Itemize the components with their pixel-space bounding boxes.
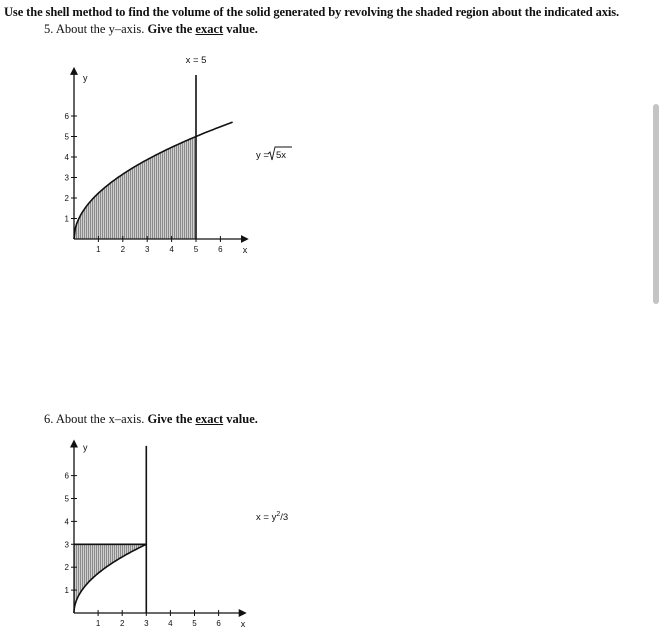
y-tick-label-4: 4 — [64, 153, 69, 162]
x-tick-label-5: 5 — [192, 619, 197, 628]
x-tick-label-5: 5 — [193, 245, 199, 254]
problem-number: 6. — [44, 412, 54, 426]
y-tick-label-3: 3 — [64, 540, 69, 550]
y-tick-label-1: 1 — [64, 214, 69, 224]
problem-text: About the y–axis. — [55, 22, 145, 36]
y-tick-label-5: 5 — [64, 494, 69, 504]
problem-number: 5. — [44, 22, 54, 36]
x-tick-label-2: 2 — [119, 619, 125, 628]
y-tick-label-2: 2 — [64, 194, 69, 203]
value-word: value. — [226, 22, 258, 36]
y-tick-label-3: 3 — [64, 173, 69, 183]
curve-label-exponent: 2 — [276, 511, 281, 518]
x-tick-label-2: 2 — [120, 245, 126, 254]
curve-label-radicand: 5x — [276, 150, 287, 161]
problem-text: About the x–axis. — [55, 412, 145, 426]
line-label: x = 5 — [185, 55, 207, 66]
y-axis-label: y — [83, 73, 88, 84]
curve-label-prefix: y = — [256, 150, 269, 161]
value-word: value. — [226, 412, 258, 426]
y-tick-label-2: 2 — [64, 563, 69, 573]
exact-word: exact — [195, 412, 224, 426]
give-text: Give the — [147, 22, 193, 36]
y-tick-label-4: 4 — [64, 517, 69, 527]
x-tick-label-1: 1 — [95, 619, 101, 628]
x-axis-label: x — [242, 245, 248, 255]
scrollbar[interactable] — [653, 104, 659, 304]
give-text: Give the — [147, 412, 193, 426]
y-tick-label-6: 6 — [64, 112, 69, 121]
curve-label — [256, 511, 288, 523]
instructions: Use the shell method to find the volume of the solid generated by revolving the shaded region about the indicated axis. — [4, 5, 620, 19]
x-tick-label-6: 6 — [216, 619, 221, 628]
x-tick-label-4: 4 — [168, 619, 173, 628]
x-axis-label: x — [240, 619, 246, 629]
exact-word: exact — [195, 22, 224, 36]
y-axis-label: y — [83, 442, 88, 453]
shaded-region — [74, 544, 146, 613]
curve-label-suffix: /3 — [280, 512, 289, 523]
x-tick-label-6: 6 — [218, 245, 223, 254]
y-tick-label-5: 5 — [64, 132, 69, 142]
y-tick-label-1: 1 — [64, 586, 69, 596]
y-tick-label-6: 6 — [64, 471, 69, 481]
curve-label-prefix: x = y — [256, 512, 277, 523]
x-tick-label-3: 3 — [144, 245, 150, 254]
x-tick-label-1: 1 — [96, 245, 101, 254]
x-tick-label-3: 3 — [144, 619, 149, 628]
x-tick-label-4: 4 — [169, 245, 174, 254]
